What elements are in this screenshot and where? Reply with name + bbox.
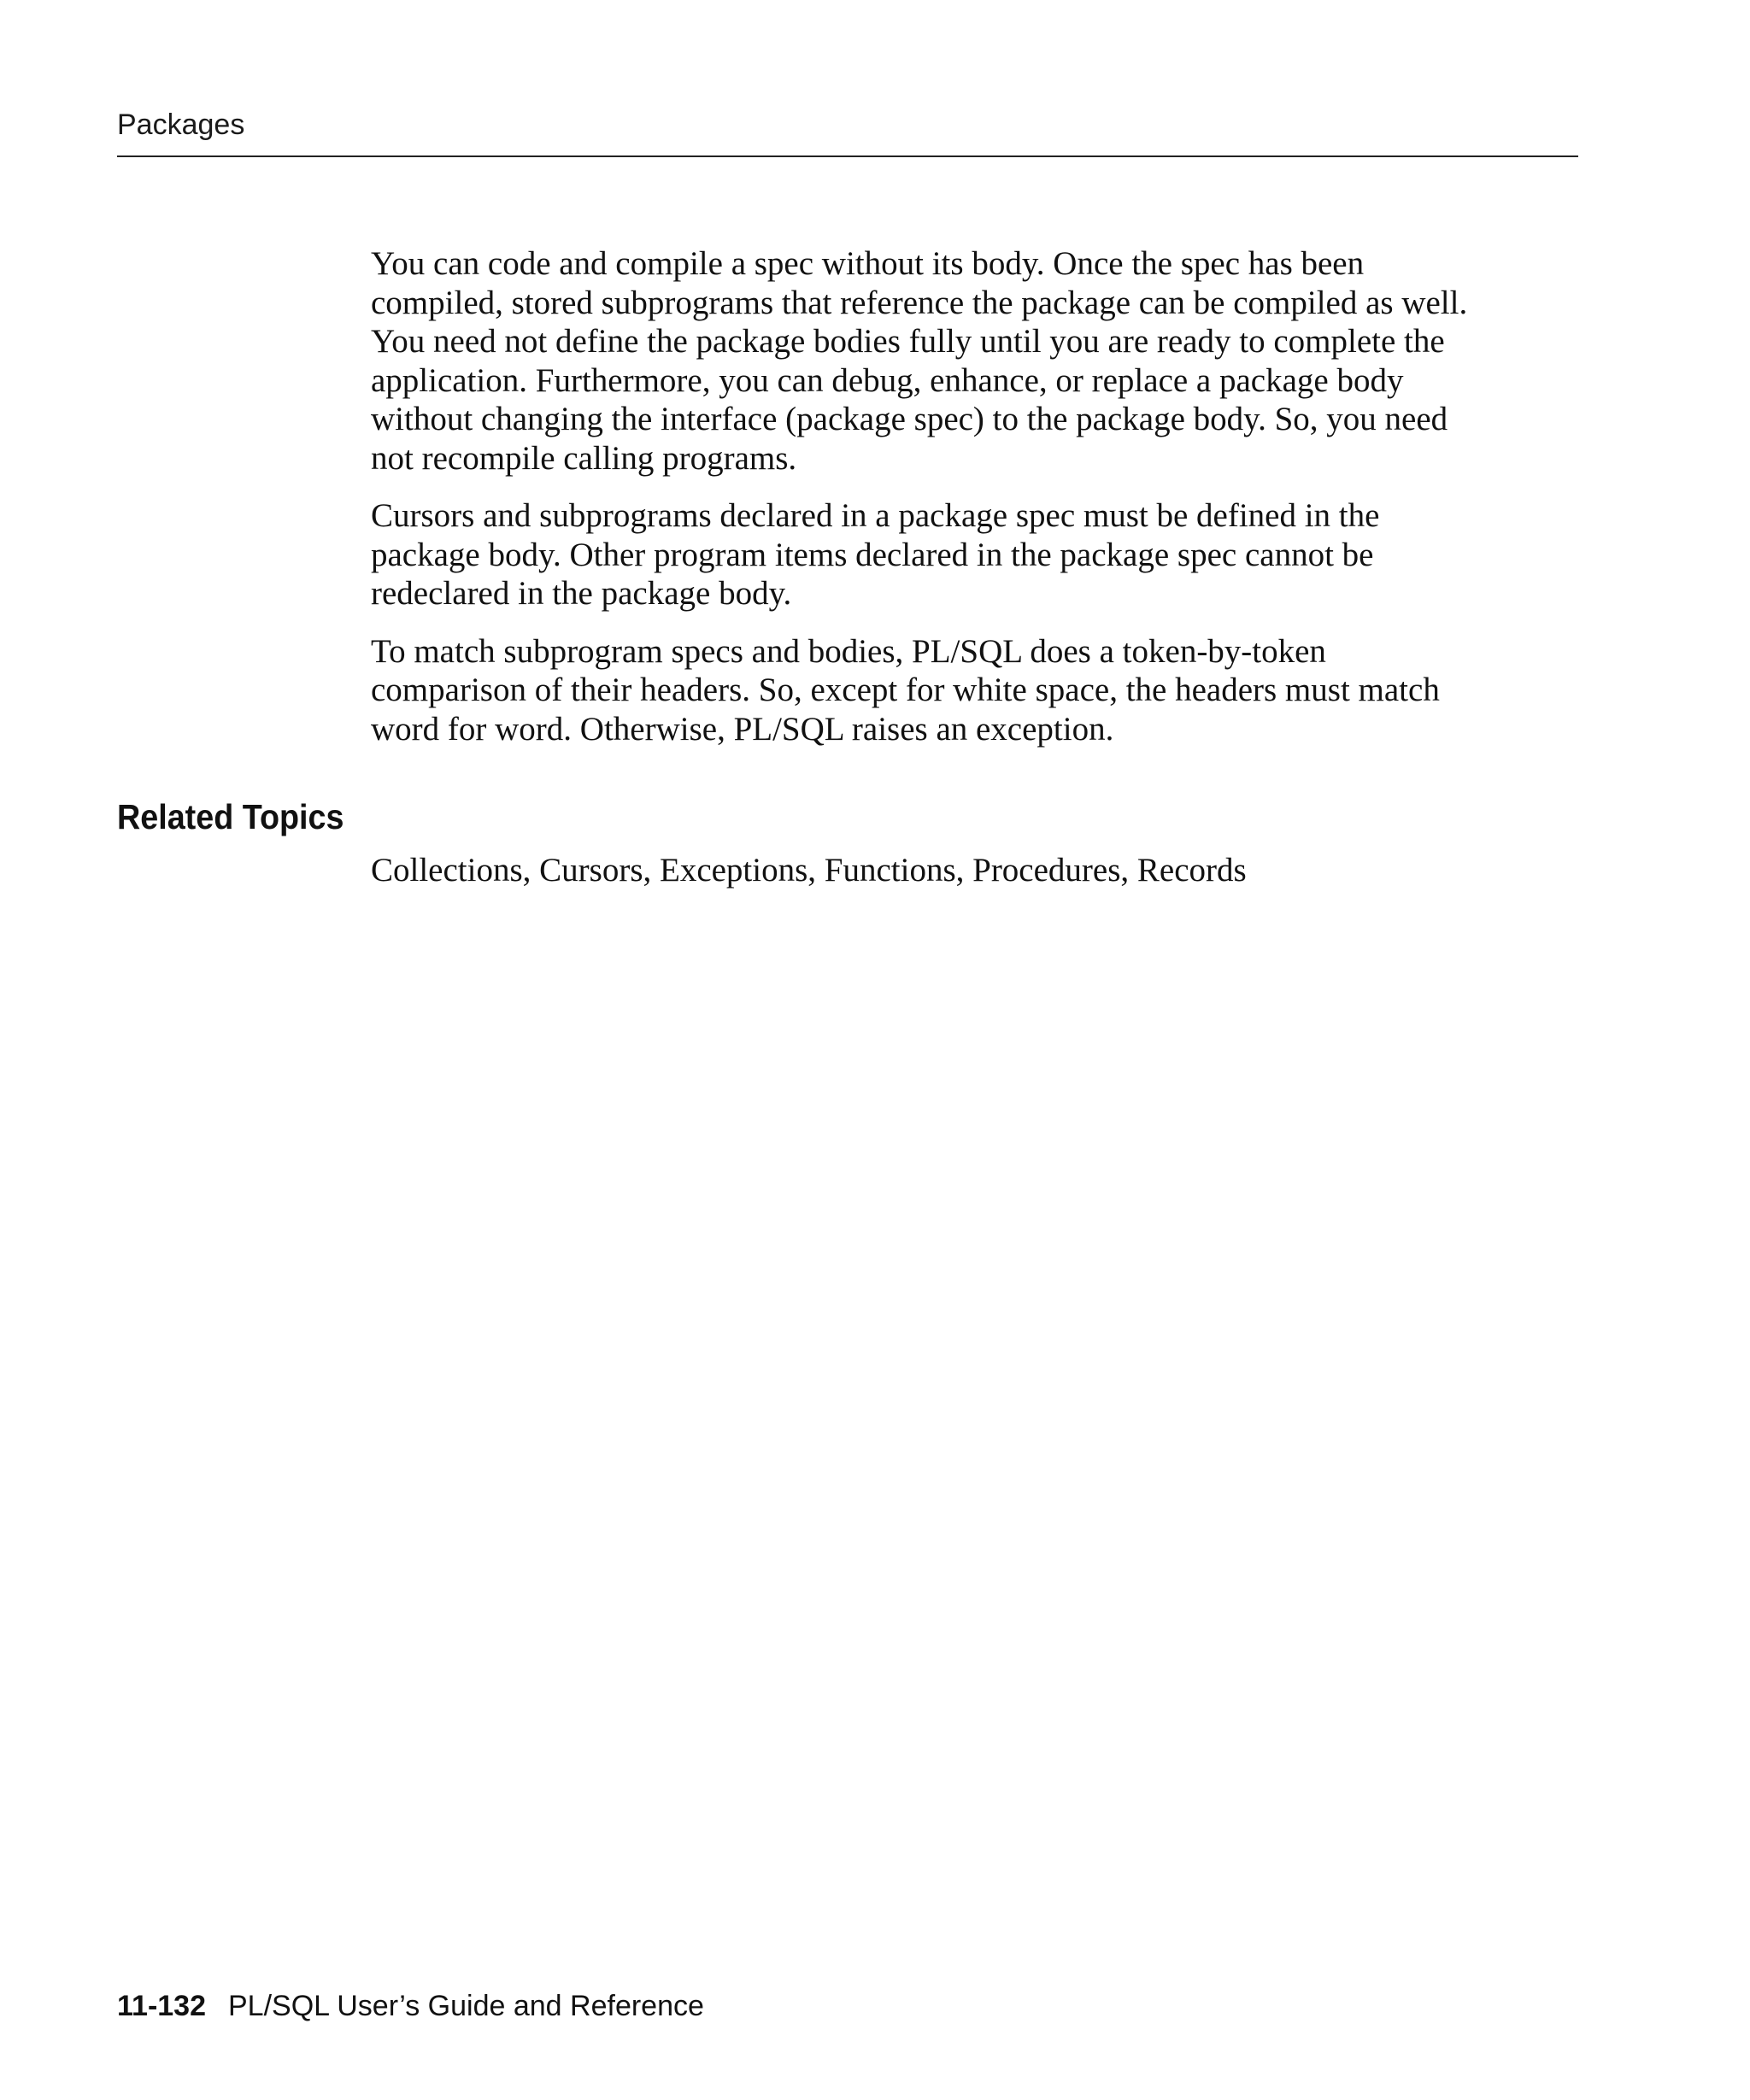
text-line: package body. Other program items declared in the package spec cannot be [371, 536, 1374, 573]
book-title: PL/SQL User’s Guide and Reference [228, 1990, 704, 2022]
text-line: not recompile calling programs. [371, 439, 797, 477]
text-line: word for word. Otherwise, PL/SQL raises an exception. [371, 710, 1114, 748]
text-line: comparison of their headers. So, except for white space, the headers must match [371, 672, 1440, 708]
paragraph-token-matching [371, 632, 1567, 749]
text-line: You need not define the package bodies fully until you are ready to complete the [371, 323, 1445, 360]
running-header: Packages [117, 109, 245, 141]
related-topics-heading: Related Topics [117, 797, 344, 836]
text-line: Cursors and subprograms declared in a package spec must be defined in the [371, 497, 1380, 534]
body-text [371, 244, 1567, 767]
text-line: You can code and compile a spec without its body. Once the spec has been [371, 245, 1365, 282]
text-line: application. Furthermore, you can debug, enhance, or replace a package body [371, 361, 1404, 399]
page-footer [117, 1989, 704, 2023]
text-line: To match subprogram specs and bodies, PL/SQL does a token-by-token [371, 632, 1326, 670]
page-number: 11-132 [117, 1990, 206, 2022]
text-line: compiled, stored subprograms that reference the package can be compiled as well. [371, 284, 1468, 321]
paragraph-cursors-subprograms [371, 496, 1567, 613]
text-line: without changing the interface (package spec) to the package body. So, you need [371, 401, 1448, 437]
paragraph-spec-without-body [371, 244, 1567, 478]
text-line: redeclared in the package body. [371, 575, 792, 612]
related-topics-list: Collections, Cursors, Exceptions, Functions, Procedures, Records [371, 852, 1247, 889]
header-rule [117, 155, 1578, 157]
